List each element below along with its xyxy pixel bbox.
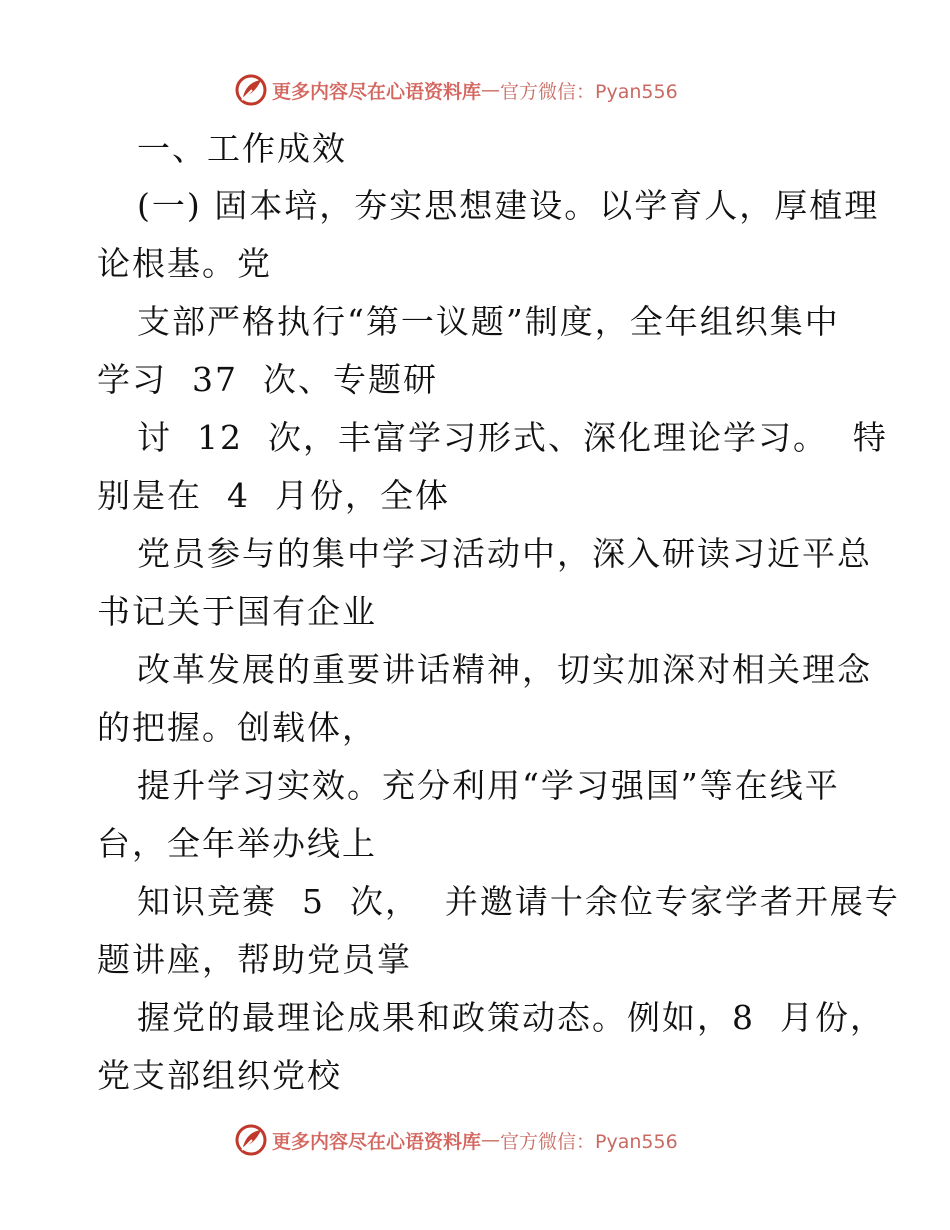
watermark-dash: — bbox=[481, 1129, 501, 1151]
paragraph-line: 论根基。党 bbox=[97, 244, 272, 283]
section-heading: 一、工作成效 bbox=[137, 129, 347, 168]
paragraph-line: 党员参与的集中学习活动中，深入研读习近平总 bbox=[137, 534, 872, 573]
paragraph-line: 党支部组织党校 bbox=[97, 1056, 342, 1095]
watermark-wechat-text: 官方微信：Pyan556 bbox=[500, 80, 678, 103]
watermark-brand-text: 更多内容尽在心语资料库 bbox=[272, 1130, 482, 1153]
watermark-brand-text: 更多内容尽在心语资料库 bbox=[272, 80, 482, 103]
paragraph-line: 学习 37 次、专题研 bbox=[97, 360, 438, 399]
footer-watermark-banner bbox=[234, 1120, 754, 1160]
paragraph-line: 提升学习实效。充分利用“学习强国”等在线平 bbox=[137, 766, 840, 805]
paragraph-line: 台，全年举办线上 bbox=[97, 824, 377, 863]
paragraph-line: (一) 固本培，夯实思想建设。以学育人，厚植理 bbox=[137, 186, 880, 225]
paragraph-line: 握党的最理论成果和政策动态。例如，8 月份， bbox=[137, 998, 885, 1037]
paragraph-line: 讨 12 次，丰富学习形式、深化理论学习。 特 bbox=[137, 418, 888, 457]
paragraph-line: 题讲座，帮助党员掌 bbox=[97, 940, 412, 979]
leaf-logo-icon bbox=[234, 1123, 268, 1157]
paragraph-line: 书记关于国有企业 bbox=[97, 592, 377, 631]
paragraph-line: 支部严格执行“第一议题”制度，全年组织集中 bbox=[137, 302, 840, 341]
paragraph-line: 的把握。创载体， bbox=[97, 708, 377, 747]
paragraph-line: 改革发展的重要讲话精神，切实加深对相关理念 bbox=[137, 650, 872, 689]
paragraph-line: 别是在 4 月份，全体 bbox=[97, 476, 450, 515]
watermark-wechat-text: 官方微信：Pyan556 bbox=[500, 1130, 678, 1153]
watermark-dash: — bbox=[481, 79, 501, 101]
paragraph-line: 知识竞赛 5 次， 并邀请十余位专家学者开展专 bbox=[137, 882, 900, 921]
